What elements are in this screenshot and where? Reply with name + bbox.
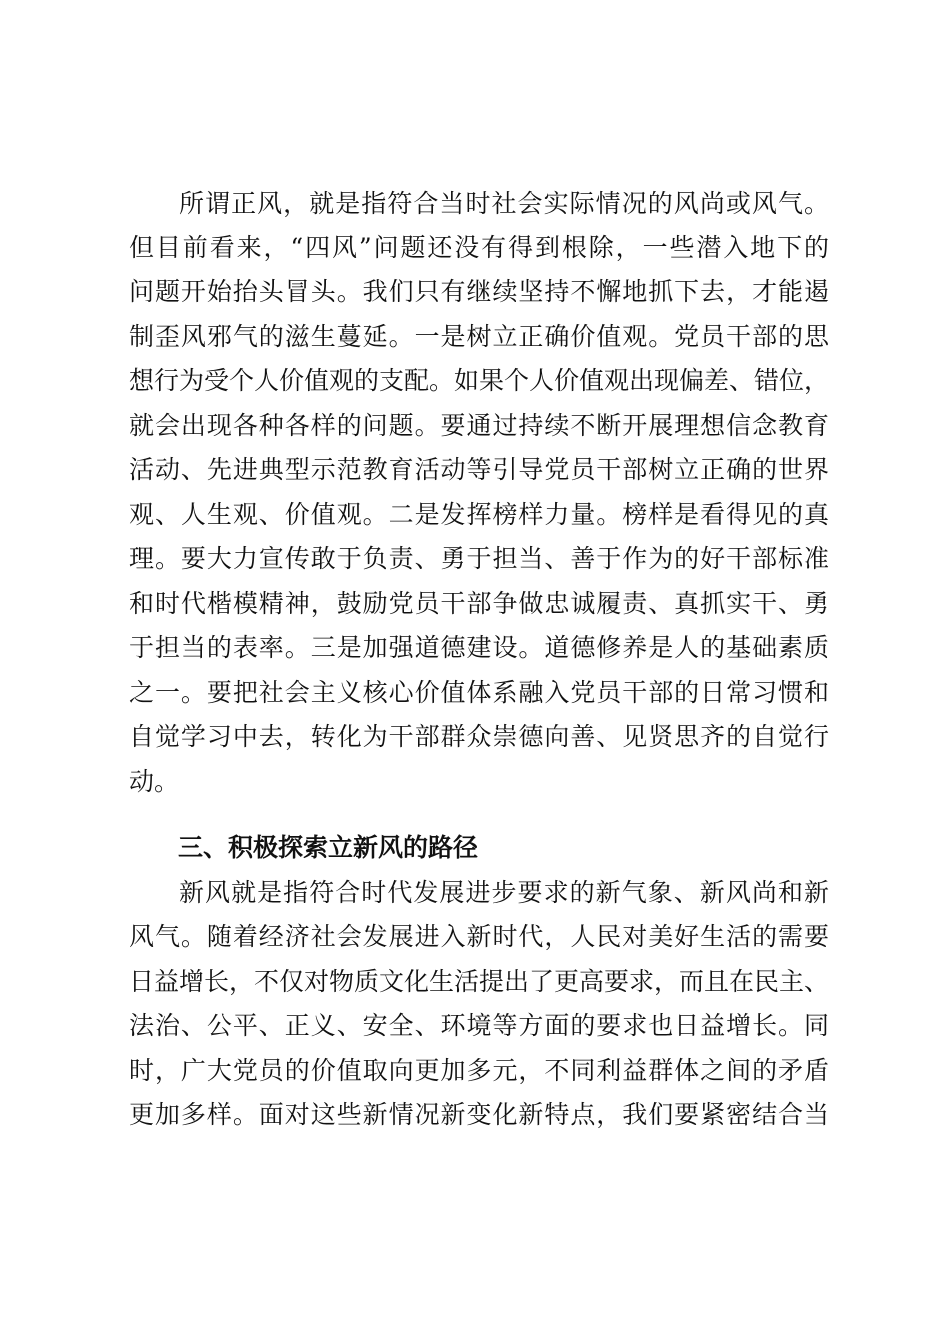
paragraph-line: 和时代楷模精神，鼓励党员干部争做忠诚履责、真抓实干、勇 bbox=[129, 589, 829, 618]
paragraph-line: 法治、公平、正义、安全、环境等方面的要求也日益增长。同 bbox=[129, 1011, 829, 1040]
paragraph-line: 于担当的表率。三是加强道德建设。道德修养是人的基础素质 bbox=[129, 633, 829, 662]
section-heading: 三、积极探索立新风的路径 bbox=[178, 833, 479, 862]
paragraph-line: 想行为受个人价值观的支配。如果个人价值观出现偏差、错位， bbox=[129, 366, 830, 395]
paragraph-line: 风气。随着经济社会发展进入新时代，人民对美好生活的需要 bbox=[129, 922, 829, 951]
paragraph-line: 活动、先进典型示范教育活动等引导党员干部树立正确的世界 bbox=[129, 455, 829, 484]
paragraph-line: 观、人生观、价值观。二是发挥榜样力量。榜样是看得见的真 bbox=[129, 500, 829, 529]
paragraph-line: 就会出现各种各样的问题。要通过持续不断开展理想信念教育 bbox=[129, 411, 829, 440]
paragraph-line: 日益增长，不仅对物质文化生活提出了更高要求，而且在民主、 bbox=[129, 967, 830, 996]
paragraph-line: 时，广大党员的价值取向更加多元，不同利益群体之间的矛盾 bbox=[129, 1056, 829, 1085]
paragraph-line: 问题开始抬头冒头。我们只有继续坚持不懈地抓下去，才能遏 bbox=[129, 277, 829, 306]
paragraph-line: 但目前看来，“四风”问题还没有得到根除，一些潜入地下的 bbox=[129, 233, 829, 262]
paragraph-line: 新风就是指符合时代发展进步要求的新气象、新风尚和新 bbox=[179, 878, 829, 907]
paragraph-line: 更加多样。面对这些新情况新变化新特点，我们要紧密结合当 bbox=[129, 1100, 829, 1129]
paragraph-line: 制歪风邪气的滋生蔓延。一是树立正确价值观。党员干部的思 bbox=[129, 322, 829, 351]
paragraph-line: 自觉学习中去，转化为干部群众崇德向善、见贤思齐的自觉行 bbox=[129, 722, 829, 751]
paragraph-line: 之一。要把社会主义核心价值体系融入党员干部的日常习惯和 bbox=[129, 678, 829, 707]
paragraph-line: 理。要大力宣传敢于负责、勇于担当、善于作为的好干部标准 bbox=[129, 544, 829, 573]
paragraph-line: 所谓正风，就是指符合当时社会实际情况的风尚或风气。 bbox=[179, 189, 829, 218]
paragraph-line: 动。 bbox=[129, 767, 180, 796]
